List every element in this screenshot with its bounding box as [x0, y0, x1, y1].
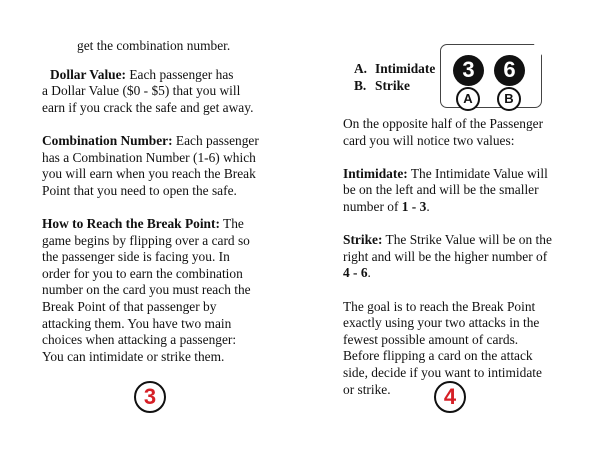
break-point-line: number on the card you must reach the: [42, 282, 251, 298]
goal-line: The goal is to reach the Break Point: [343, 298, 536, 314]
break-point-line: game begins by flipping over a card so: [42, 232, 250, 248]
label-b-circle: B: [497, 87, 521, 111]
intimidate-line: be on the left and will be the smaller: [343, 182, 539, 198]
intimidate-heading: Intimidate:: [343, 165, 408, 181]
intro-line: get the combination number.: [77, 38, 231, 53]
combination-line: Point that you need to open the safe.: [42, 182, 237, 198]
break-point-line: order for you to earn the combination: [42, 265, 243, 281]
dollar-value-line: a Dollar Value ($0 - $5) that you will: [42, 83, 241, 99]
dollar-value-paragraph: [42, 67, 297, 117]
page-number-3: 3: [134, 381, 166, 413]
right-page: [343, 116, 573, 398]
break-point-line: You can intimidate or strike them.: [42, 348, 225, 364]
break-point-line: attacking them. You have two main: [42, 315, 232, 331]
intimidate-range: 1 - 3: [401, 198, 427, 214]
dollar-value-line: Each passenger has: [126, 66, 234, 82]
break-point-line: The: [219, 215, 244, 231]
attack-choice-list: [354, 61, 435, 94]
goal-line: fewest possible amount of cards.: [343, 331, 519, 347]
strike-heading: Strike:: [343, 232, 383, 248]
page-number-4: 4: [434, 381, 466, 413]
strike-period: .: [367, 265, 371, 281]
combination-number-paragraph: [42, 133, 297, 199]
intimidate-paragraph: [343, 166, 573, 216]
break-point-line: choices when attacking a passenger:: [42, 332, 237, 348]
list-item-strike: [354, 78, 435, 95]
combination-line: has a Combination Number (1-6) which: [42, 149, 256, 165]
combination-line: Each passenger: [172, 132, 259, 148]
label-a-circle: A: [456, 87, 480, 111]
list-letter: A.: [354, 61, 368, 76]
intimidate-line: The Intimidate Value will: [407, 165, 548, 181]
break-point-line: Break Point of that passenger by: [42, 298, 217, 314]
opposite-half-line: card you will notice two values:: [343, 132, 515, 148]
goal-line: side, decide if you want to intimidate: [343, 364, 542, 380]
strike-value-circle: 6: [494, 55, 525, 86]
dollar-value-line: earn if you crack the safe and get away.: [42, 99, 254, 115]
list-item-intimidate: [354, 61, 435, 78]
dollar-value-heading: Dollar Value:: [50, 66, 127, 82]
combination-number-heading: Combination Number:: [42, 132, 173, 148]
goal-line: exactly using your two attacks in the: [343, 315, 540, 331]
combination-line: you will earn when you reach the Break: [42, 166, 256, 182]
list-letter: B.: [354, 77, 367, 93]
opposite-half-paragraph: [343, 116, 573, 149]
list-label: Strike: [375, 77, 410, 93]
left-page: [42, 38, 297, 365]
intimidate-value-circle: 3: [453, 55, 484, 86]
intimidate-period: .: [426, 198, 430, 214]
opposite-half-line: On the opposite half of the Passenger: [343, 116, 544, 131]
strike-line: right and will be the higher number of: [343, 248, 548, 264]
list-label: Intimidate: [375, 61, 436, 76]
break-point-line: the passenger side is facing you. In: [42, 249, 230, 265]
goal-line: or strike.: [343, 381, 391, 397]
break-point-paragraph: [42, 216, 297, 365]
intimidate-line: number of: [343, 198, 402, 214]
goal-line: Before flipping a card on the attack: [343, 348, 533, 364]
break-point-heading: How to Reach the Break Point:: [42, 215, 220, 231]
strike-paragraph: [343, 232, 573, 282]
strike-line: The Strike Value will be on the: [382, 232, 552, 248]
strike-range: 4 - 6: [343, 265, 368, 281]
